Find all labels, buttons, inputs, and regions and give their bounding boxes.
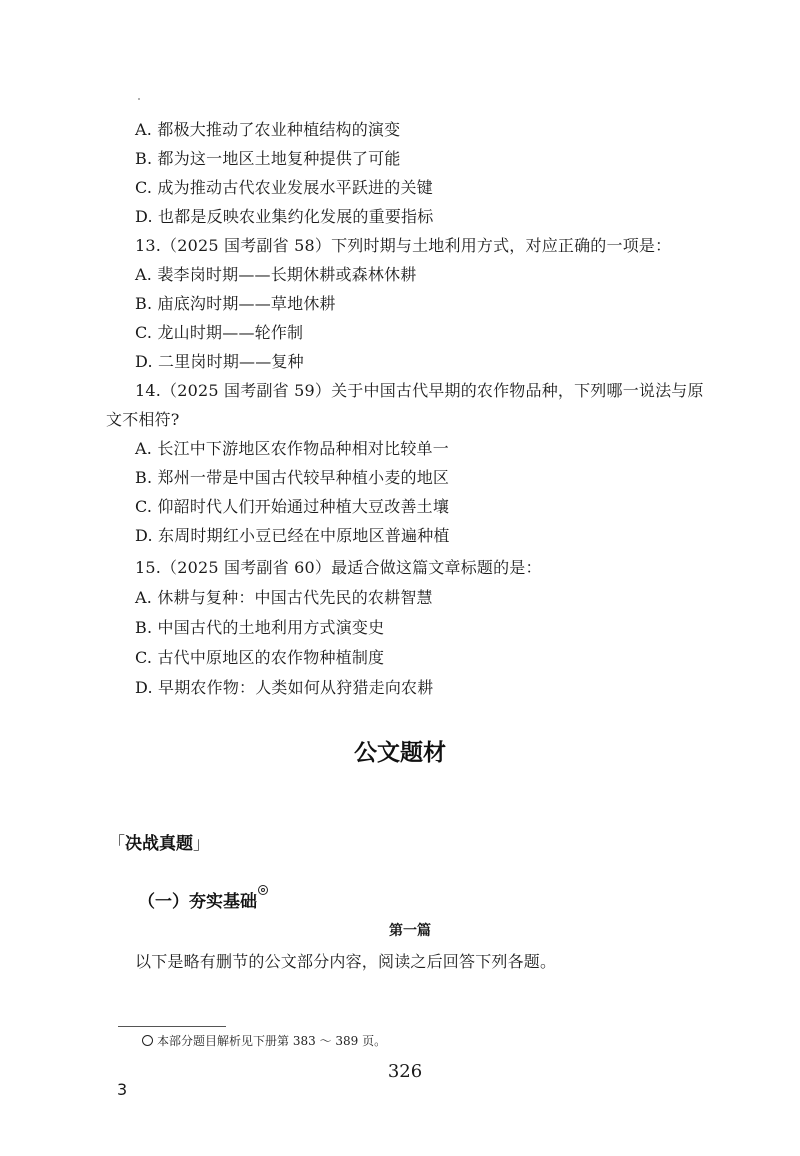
q15-option-d: D. 早期农作物：人类如何从狩猎走向农耕 xyxy=(135,678,434,697)
q13-option-d: D. 二里岗时期——复种 xyxy=(135,352,304,371)
q14-option-b: B. 郑州一带是中国古代较早种植小麦的地区 xyxy=(135,468,450,487)
q12-option-c: C. 成为推动古代农业发展水平跃进的关键 xyxy=(135,178,433,197)
subsection-title xyxy=(138,890,267,914)
footnote-divider xyxy=(118,1026,226,1027)
q12-option-b: B. 都为这一地区土地复种提供了可能 xyxy=(135,149,401,168)
section-title: 公文题材 xyxy=(354,740,446,766)
footnote xyxy=(142,1033,386,1049)
footnote-flower-icon xyxy=(142,1035,153,1046)
q13-option-c: C. 龙山时期——轮作制 xyxy=(135,323,304,342)
bracket-open: 「 xyxy=(108,834,125,854)
subsection-label: （一）夯实基础 xyxy=(138,892,257,912)
q12-option-a: A. 都极大推动了农业种植结构的演变 xyxy=(135,120,401,139)
footnote-text: 本部分题目解析见下册第 383 ～ 389 页。 xyxy=(157,1034,387,1048)
q14-option-c: C. 仰韶时代人们开始通过种植大豆改善土壤 xyxy=(135,497,450,516)
q15-option-c: C. 古代中原地区的农作物种植制度 xyxy=(135,648,385,667)
article-heading: 第一篇 xyxy=(389,923,431,939)
q13-option-a: A. 裴李岗时期——长期休耕或森林休耕 xyxy=(135,265,417,284)
q13-stem: 13.（2025 国考副省 58）下列时期与土地利用方式，对应正确的一项是： xyxy=(135,236,672,255)
bracket-close: 」 xyxy=(193,834,210,854)
scan-speck xyxy=(138,98,140,100)
page-number: 326 xyxy=(387,1061,423,1082)
corner-mark: 3 xyxy=(117,1080,128,1099)
q14-stem-line1: 14.（2025 国考副省 59）关于中国古代早期的农作物品种，下列哪一说法与原 xyxy=(135,381,704,400)
q14-option-d: D. 东周时期红小豆已经在中原地区普遍种植 xyxy=(135,526,450,545)
article-intro: 以下是略有删节的公文部分内容，阅读之后回答下列各题。 xyxy=(135,952,557,971)
q12-option-d: D. 也都是反映农业集约化发展的重要指标 xyxy=(135,207,434,226)
bracket-label: 决战真题 xyxy=(125,834,193,854)
q13-option-b: B. 庙底沟时期——草地休耕 xyxy=(135,294,336,313)
q15-stem: 15.（2025 国考副省 60）最适合做这篇文章标题的是： xyxy=(135,558,542,577)
q15-option-a: A. 休耕与复种：中国古代先民的农耕智慧 xyxy=(135,588,433,607)
q15-option-b: B. 中国古代的土地利用方式演变史 xyxy=(135,618,385,637)
flower-icon xyxy=(258,885,268,895)
q14-stem-line2: 文不相符? xyxy=(106,410,180,429)
bracket-heading xyxy=(108,832,210,856)
q14-option-a: A. 长江中下游地区农作物品种相对比较单一 xyxy=(135,439,449,458)
